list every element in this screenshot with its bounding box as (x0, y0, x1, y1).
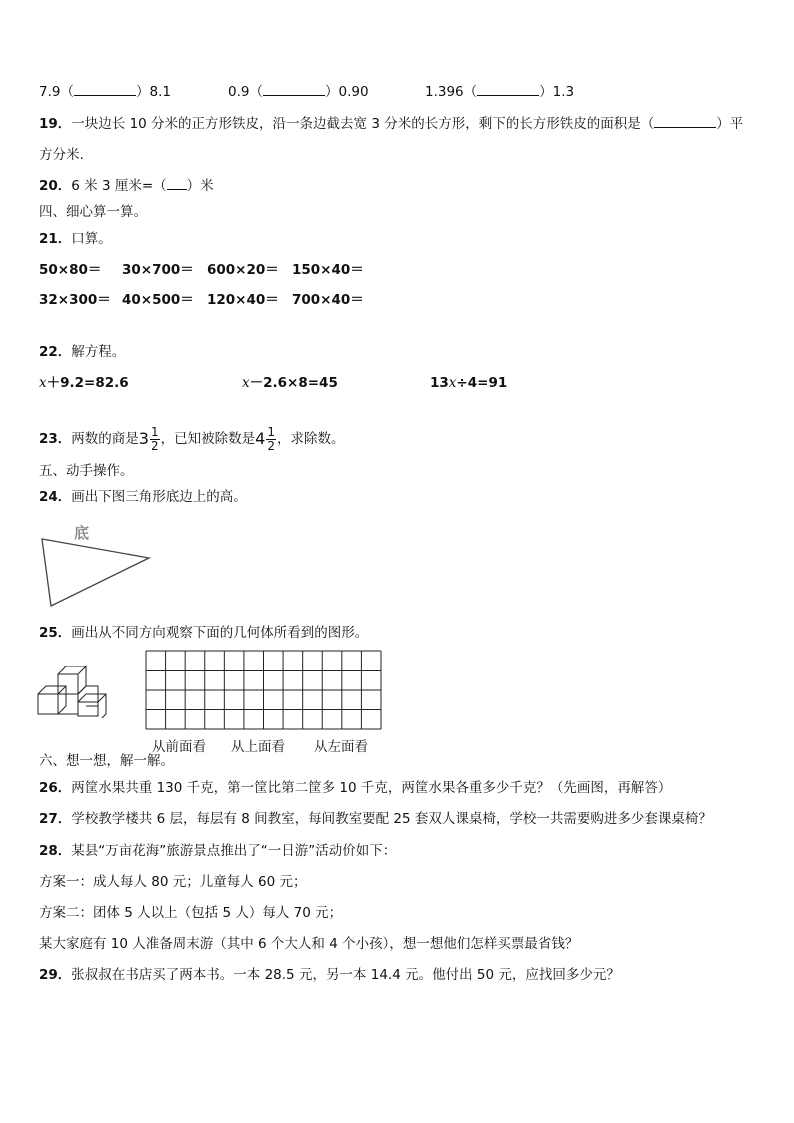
compare-item-3: 1.396（ ）1.3 (425, 84, 575, 100)
question-19: 19．一块边长 10 分米的正方形铁皮，沿一条边截去宽 3 分米的长方形，剩下的长方形铁皮的面积是（ ）平 (39, 116, 744, 132)
fraction: $\frac{1}{2}$ (267, 424, 275, 453)
oral-calc: 40×500＝ (122, 292, 194, 308)
question-26: 26．两筐水果共重 130 千克，第一筐比第二筐多 10 千克，两筐水果各重多少千克？（先画图，再解答） (39, 780, 672, 796)
question-28: 28．某县“万亩花海”旅游景点推出了“一日游”活动价如下： (39, 843, 397, 859)
compare-item-2: 0.9（ ）0.90 (228, 84, 369, 100)
answer-blank[interactable] (477, 95, 539, 96)
question-22: 22．解方程。 (39, 344, 126, 360)
question-24: 24．画出下图三角形底边上的高。 (39, 489, 247, 505)
question-21: 21．口算。 (39, 231, 112, 247)
answer-blank[interactable] (74, 95, 136, 96)
plan-2: 方案二：团体 5 人以上（包括 5 人）每人 70 元； (39, 905, 343, 921)
question-23: 23．两数的商是3 $\frac{1}{2}$ ，已知被除数是4 $\frac{1}{2}$ ，求除数。 (39, 424, 345, 453)
section-heading-5: 五、动手操作。 (39, 463, 134, 479)
section-heading-6: 六、想一想，解一解。 (39, 753, 174, 769)
question-25: 25．画出从不同方向观察下面的几何体所看到的图形。 (39, 625, 369, 641)
question-20: 20．6 米 3 厘米=（ ）米 (39, 178, 214, 194)
oral-calc: 600×20＝ (207, 262, 279, 278)
triangle-label-base: 底 (74, 524, 90, 542)
oral-calc: 120×40＝ (207, 292, 279, 308)
equation-2: x－2.6×8=45 (242, 375, 338, 391)
cube-solid-figure (36, 666, 108, 718)
answer-blank[interactable] (263, 95, 325, 96)
plan-1: 方案一：成人每人 80 元；儿童每人 60 元； (39, 874, 307, 890)
question-19-cont: 方分米. (39, 147, 84, 163)
oral-calc: 32×300＝ (39, 292, 111, 308)
question-27: 27．学校教学楼共 6 层，每层有 8 间教室，每间教室要配 25 套双人课桌椅，学校一共需要购进多少套课桌椅？ (39, 811, 712, 827)
view-label-left: 从左面看 (314, 739, 368, 755)
oral-calc: 30×700＝ (122, 262, 194, 278)
answer-blank[interactable] (167, 189, 187, 190)
oral-calc: 700×40＝ (292, 292, 364, 308)
view-label-top: 从上面看 (231, 739, 285, 755)
question-29: 29．张叔叔在书店买了两本书。一本 28.5 元，另一本 14.4 元。他付出 50 元，应找回多少元？ (39, 967, 620, 983)
triangle-figure[interactable] (38, 535, 154, 611)
question-28-ask: 某大家庭有 10 人准备周末游（其中 6 个大人和 4 个小孩），想一想他们怎样买票最省钱？ (39, 936, 579, 952)
answer-blank[interactable] (654, 127, 716, 128)
equation-3: 13x÷4=91 (430, 375, 508, 391)
fraction: $\frac{1}{2}$ (150, 424, 159, 453)
equation-1: x＋9.2=82.6 (39, 375, 129, 391)
drawing-grid[interactable] (145, 650, 382, 730)
section-heading-4: 四、细心算一算。 (39, 204, 147, 220)
view-label-front: 从前面看 (152, 739, 206, 755)
compare-item-1: 7.9（ ）8.1 (39, 84, 171, 100)
oral-calc: 50×80＝ (39, 262, 102, 278)
oral-calc: 150×40＝ (292, 262, 364, 278)
